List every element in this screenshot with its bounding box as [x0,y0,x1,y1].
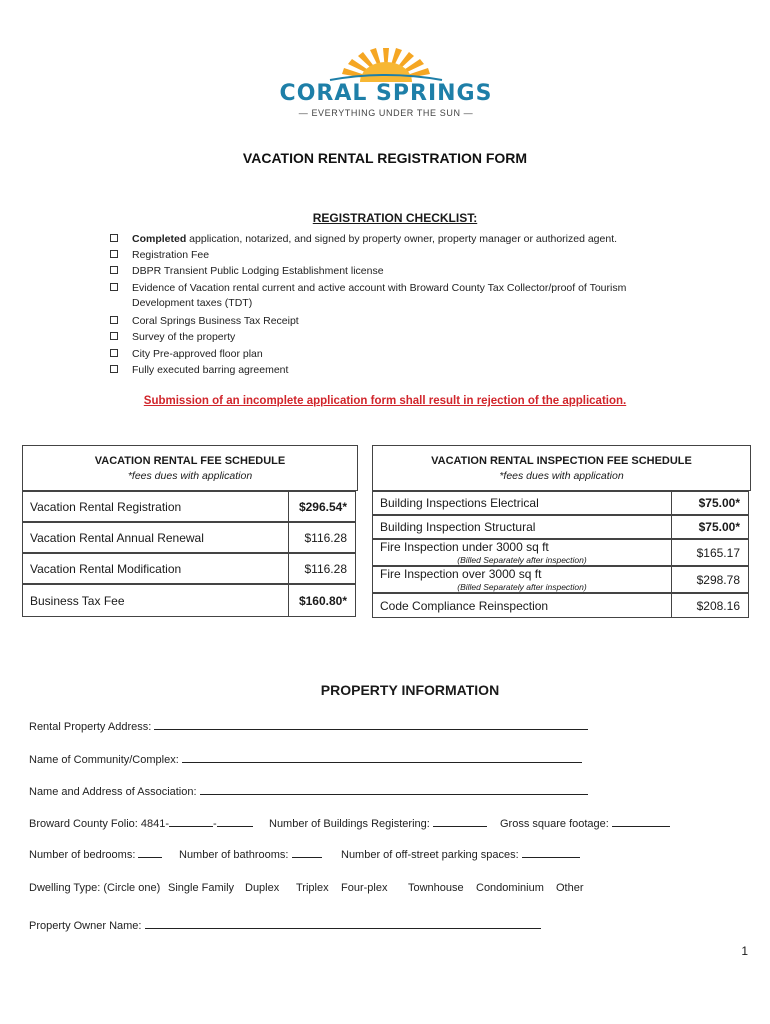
inspection-row-amount: $298.78 [671,566,749,593]
parking-input[interactable] [522,846,580,858]
community-input[interactable] [182,751,582,763]
inspection-row-label: Fire Inspection over 3000 sq ft (Billed Separately after inspection) [372,566,672,593]
bedrooms-label: Number of bedrooms: [29,849,136,861]
billing-note: (Billed Separately after inspection) [457,555,587,565]
fee-row-amount: $160.80* [288,584,356,617]
folio-field: Broward County Folio: 4841- - [29,815,253,830]
form-title: VACATION RENTAL REGISTRATION FORM [242,150,528,166]
inspection-schedule-subtitle: *fees dues with application [499,470,624,482]
fee-row-label: Vacation Rental Modification [22,553,289,584]
dwelling-option-condominium[interactable]: Condominium [476,882,544,894]
dwelling-option-other[interactable]: Other [556,882,584,894]
incomplete-warning: Submission of an incomplete application form shall result in rejection of the application. [143,395,627,407]
checkbox[interactable] [110,250,118,258]
buildings-input[interactable] [433,815,487,827]
dwelling-option-duplex[interactable]: Duplex [245,882,280,894]
community-field [29,751,582,766]
gross-sqft-input[interactable] [612,815,670,827]
inspection-row-label: Building Inspection Structural [372,515,672,539]
fee-schedule-subtitle: *fees dues with application [127,470,253,482]
community-label: Name of Community/Complex: [29,754,179,766]
logo-tagline: — EVERYTHING UNDER THE SUN — [298,108,474,118]
checkbox[interactable] [110,365,118,373]
parking-field [341,846,580,861]
rental-address-label: Rental Property Address: [29,721,152,733]
owner-name-input[interactable] [145,917,541,929]
dwelling-type-label: Dwelling Type: (Circle one) [29,882,161,894]
association-input[interactable] [200,783,588,795]
bedrooms-input[interactable] [138,846,162,858]
inspection-row-amount: $75.00* [671,491,749,515]
association-label: Name and Address of Association: [29,786,197,798]
owner-name-label: Property Owner Name: [29,920,142,932]
rental-address-input[interactable] [154,718,588,730]
checkbox[interactable] [110,332,118,340]
sun-icon [270,44,502,84]
page-number: 1 [741,944,748,958]
buildings-field [269,815,487,830]
gross-sqft-label: Gross square footage: [500,818,609,830]
dwelling-option-triplex[interactable]: Triplex [296,882,329,894]
dwelling-option-four-plex[interactable]: Four-plex [341,882,388,894]
fee-row-amount: $116.28 [288,553,356,584]
billing-note: (Billed Separately after inspection) [457,582,587,592]
inspection-row-amount: $208.16 [671,593,749,618]
rental-address-field [29,718,588,733]
inspection-schedule-header [372,445,751,491]
folio-input-2[interactable] [217,815,253,827]
checkbox[interactable] [110,283,118,291]
dwelling-option-single-family[interactable]: Single Family [168,882,235,894]
bedrooms-field [29,846,162,861]
association-field [29,783,588,798]
buildings-label: Number of Buildings Registering: [269,818,430,830]
bathrooms-label: Number of bathrooms: [179,849,289,861]
fee-row-label: Business Tax Fee [22,584,289,617]
folio-input-1[interactable] [169,815,213,827]
checklist-title: REGISTRATION CHECKLIST: [312,211,478,225]
parking-label: Number of off-street parking spaces: [341,849,519,861]
inspection-row-label: Fire Inspection under 3000 sq ft (Billed Separately after inspection) [372,539,672,566]
fee-row-label: Vacation Rental Annual Renewal [22,522,289,553]
dwelling-type-field [29,882,160,894]
dwelling-option-townhouse[interactable]: Townhouse [408,882,464,894]
bathrooms-input[interactable] [292,846,322,858]
gross-sqft-field [500,815,670,830]
fee-schedule-title: VACATION RENTAL FEE SCHEDULE [94,455,286,467]
inspection-row-amount: $75.00* [671,515,749,539]
fee-row-amount: $116.28 [288,522,356,553]
checkbox[interactable] [110,316,118,324]
owner-name-field [29,917,541,932]
inspection-row-label: Code Compliance Reinspection [372,593,672,618]
checkbox[interactable] [110,266,118,274]
logo-name: CORAL SPRINGS [279,81,493,106]
checkbox[interactable] [110,234,118,242]
fee-schedule-header [22,445,358,491]
folio-label: Broward County Folio: 4841- [29,818,170,830]
checkbox[interactable] [110,349,118,357]
fee-row-amount: $296.54* [288,491,356,522]
bathrooms-field [179,846,322,861]
coral-springs-logo [270,44,502,122]
inspection-schedule-title: VACATION RENTAL INSPECTION FEE SCHEDULE [431,455,692,467]
inspection-row-label: Building Inspections Electrical [372,491,672,515]
fee-row-label: Vacation Rental Registration [22,491,289,522]
property-info-title: PROPERTY INFORMATION [320,682,500,698]
inspection-row-amount: $165.17 [671,539,749,566]
